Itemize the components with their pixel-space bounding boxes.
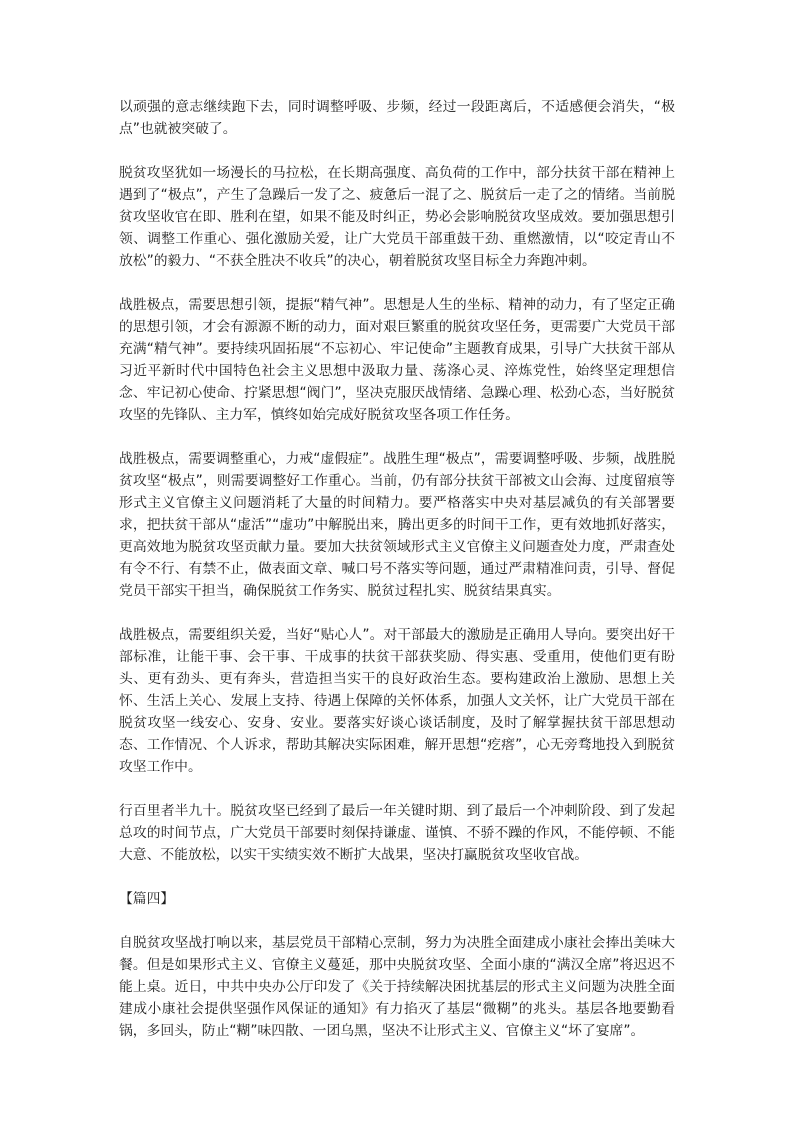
paragraph-ideological-guidance: 战胜极点，需要思想引领，提振“精气神”。思想是人生的坐标、精神的动力，有了坚定正确的思想引领，才会有源源不断的动力，面对艰巨繁重的脱贫攻坚任务，更需要广大党员干部充满“精气神”。要持续巩固拓展“不忘初心、牢记使命”主题教育成果，引导广大扶贫干部从习近平新时代中国特色社会主义思想中汲取力量、荡涤心灵、淬炼党性，始终坚定理想信念、牢记初心使命、拧紧思想“阀门”，坚决克服厌战情绪、急躁心理、松劲心态，当好脱贫攻坚的先锋队、主力军，慎终如始完成好脱贫攻坚各项工作任务。 [119,297,675,423]
section-heading: 【篇四】 [119,891,175,907]
paragraph-conclusion: 行百里者半九十。脱贫攻坚已经到了最后一年关键时期、到了最后一个冲刺阶段、到了发起总攻的时间节点，广大党员干部要时刻保持谦虚、谨慎、不骄不躁的作风，不能停顿、不能大意、不能放松，以实干实绩实效不断扩大战果，坚决打赢脱贫攻坚收官战。 [119,803,675,863]
paragraph-organizational-care: 战胜极点，需要组织关爱，当好“贴心人”。对干部最大的激励是正确用人导向。要突出好干部标准，让能干事、会干事、干成事的扶贫干部获奖励、得实惠、受重用，使他们更有盼头、更有劲头、更有奔头，营造担当实干的良好政治生态。要构建政治上激励、思想上关怀、生活上关心、发展上支持、待遇上保障的关怀体系，加强人文关怀，让广大党员干部在脱贫攻坚一线安心、安身、安业。要落实好谈心谈话制度，及时了解掌握扶贫干部思想动态、工作情况、个人诉求，帮助其解决实际困难，解开思想“疙瘩”，心无旁骛地投入到脱贫攻坚工作中。 [119,627,675,775]
paragraph-adjust-focus: 战胜极点，需要调整重心，力戒“虚假症”。战胜生理“极点”，需要调整呼吸、步频，战胜脱贫攻坚“极点”，则需要调整好工作重心。当前，仍有部分扶贫干部被文山会海、过度留痕等形式主义官僚主义问题消耗了大量的时间精力。要严格落实中央对基层减负的有关部署要求，把扶贫干部从“虚活”“虚功”中解脱出来，腾出更多的时间干工作，更有效地抓好落实，更高效地为脱贫攻坚贡献力量。要加大扶贫领域形式主义官僚主义问题查处力度，严肃查处有令不行、有禁不止，做表面文章、喊口号不落实等问题，通过严肃精准问责，引导、督促党员干部实干担当，确保脱贫工作务实、脱贫过程扎实、脱贫结果真实。 [119,451,675,599]
paragraph-continuation: 以顽强的意志继续跑下去，同时调整呼吸、步频，经过一段距离后，不适感便会消失，“极点”也就被突破了。 [119,99,675,137]
paragraph-marathon: 脱贫攻坚犹如一场漫长的马拉松，在长期高强度、高负荷的工作中，部分扶贫干部在精神上遇到了“极点”，产生了急躁后一发了之、疲惫后一混了之、脱贫后一走了之的情绪。当前脱贫攻坚收官在即、胜利在望，如果不能及时纠正，势必会影响脱贫攻坚成效。要加强思想引领、调整工作重心、强化激励关爱，让广大党员干部重鼓干劲、重燃激情，以“咬定青山不放松”的毅力、“不获全胜决不收兵”的决心，朝着脱贫攻坚目标全力奔跑冲刺。 [119,165,675,269]
document-page [119,96,675,1064]
paragraph-section-four: 自脱贫攻坚战打响以来，基层党员干部精心烹制，努力为决胜全面建成小康社会捧出美味大餐。但是如果形式主义、官僚主义蔓延，那中央脱贫攻坚、全面小康的“满汉全席”将迟迟不能上桌。近日，中共中央办公厅印发了《关于持续解决困扰基层的形式主义问题为决胜全面建成小康社会提供坚强作风保证的通知》有力掐灭了基层“微糊”的兆头。基层各地要勤看锅，多回头，防止“糊”味四散、一团乌黑，坚决不让形式主义、官僚主义“坏了宴席”。 [119,935,675,1039]
